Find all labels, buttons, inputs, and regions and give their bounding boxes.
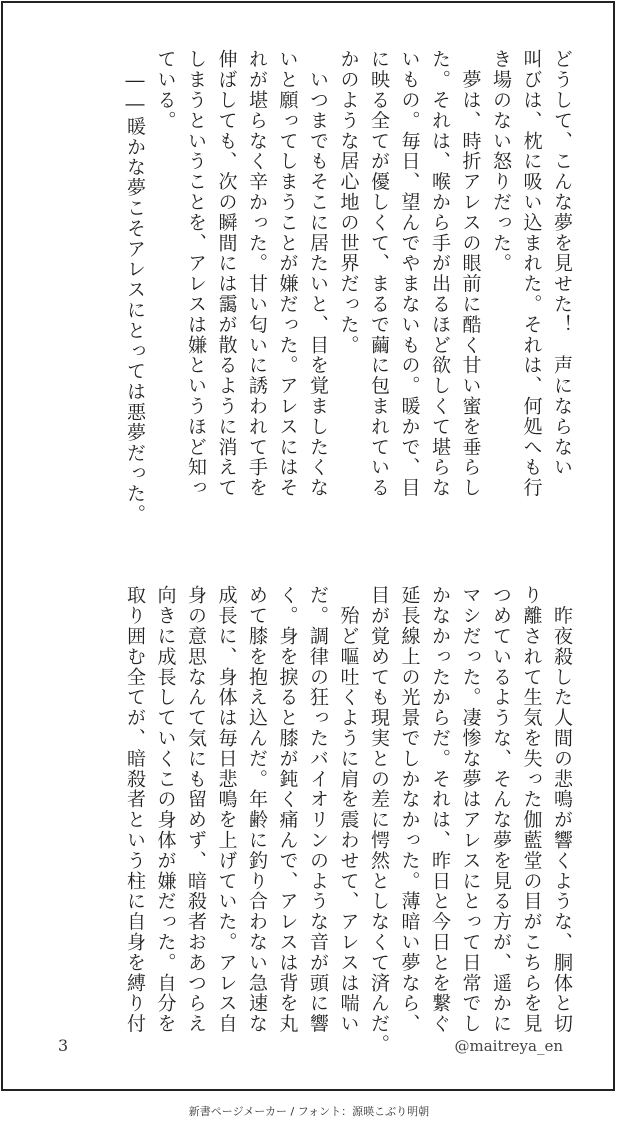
book-page <box>1 1 615 1091</box>
text-line: り離されて生気を失った伽藍堂の目がこちらを見 <box>520 585 543 1034</box>
text-line: かのような居心地の世界だった。 <box>337 49 360 355</box>
text-line: めて膝を抱え込んだ。年齢に釣り合わない急速な <box>246 585 268 1034</box>
text-line: 向きに成長していくこの身体が嫌だった。自分を <box>154 585 177 1034</box>
text-line: かなかったからだ。それは、昨日と今日とを繋ぐ <box>429 585 451 1034</box>
text-line: いと願ってしまうことが嫌だった。アレスにはそ <box>276 49 299 498</box>
text-line: だ。調律の狂ったバイオリンのような音が頭に響 <box>307 585 329 1034</box>
text-line: どうして、こんな夢を見せた！ 声にならない <box>551 49 573 478</box>
text-line: 成長に、身体は毎日悲鳴を上げていた。アレス自 <box>215 585 238 1034</box>
text-line: いもの。毎日、望んでやまないもの。暖かで、目 <box>398 49 421 498</box>
text-line: た。それは、喉から手が出るほど欲しくて堪らな <box>429 49 451 498</box>
text-line: 殆ど嘔吐くように肩を震わせて、アレスは喘い <box>337 585 360 1034</box>
generator-credit: 新書ページメーカー / フォント：源暎こぶり明朝 <box>188 1105 430 1118</box>
text-line: 延長線上の光景でしかなかった。薄暗い夢なら、 <box>398 585 421 1034</box>
text-line: しまうということを、アレスは嫌というほど知っ <box>185 49 207 498</box>
text-line: いつまでもそこに居たいと、目を覚ましたくな <box>307 49 329 498</box>
text-line: 叫びは、枕に吸い込まれた。それは、何処へも行 <box>520 49 543 498</box>
text-line: に映る全てが優しくて、まるで繭に包まれている <box>368 49 390 498</box>
text-line: 身の意思なんて気にも留めず、暗殺者おあつらえ <box>185 585 207 1034</box>
text-line: く。身を捩ると膝が鈍く痛んで、アレスは背を丸 <box>276 585 299 1034</box>
author-handle: @maitreya_en <box>454 1037 563 1055</box>
text-line: 昨夜殺した人間の悲鳴が響くような、胴体と切 <box>551 585 573 1034</box>
text-line: 伸ばしても、次の瞬間には靄が散るように消えて <box>215 49 238 498</box>
text-line: 夢は、時折アレスの眼前に酷く甘い蜜を垂らし <box>459 49 482 498</box>
text-line: 目が覚めても現実との差に愕然としなくて済んだ。 <box>368 585 390 1055</box>
upper-text-block <box>43 49 577 529</box>
text-line: マシだった。凄惨な夢はアレスにとって日常でし <box>459 585 482 1034</box>
text-line: れが堪らなく辛かった。甘い匂いに誘われて手を <box>246 49 268 498</box>
text-line: 取り囲む全てが、暗殺者という柱に自身を縛り付 <box>124 585 146 1034</box>
text-line: つめているような、そんな夢を見る方が、遥かに <box>490 585 512 1034</box>
page-number: 3 <box>58 1036 69 1055</box>
text-line: ――暖かな夢こそアレスにとっては悪夢だった。 <box>124 49 146 525</box>
text-line: き場のない怒りだった。 <box>490 49 512 274</box>
text-line: ている。 <box>154 49 177 131</box>
